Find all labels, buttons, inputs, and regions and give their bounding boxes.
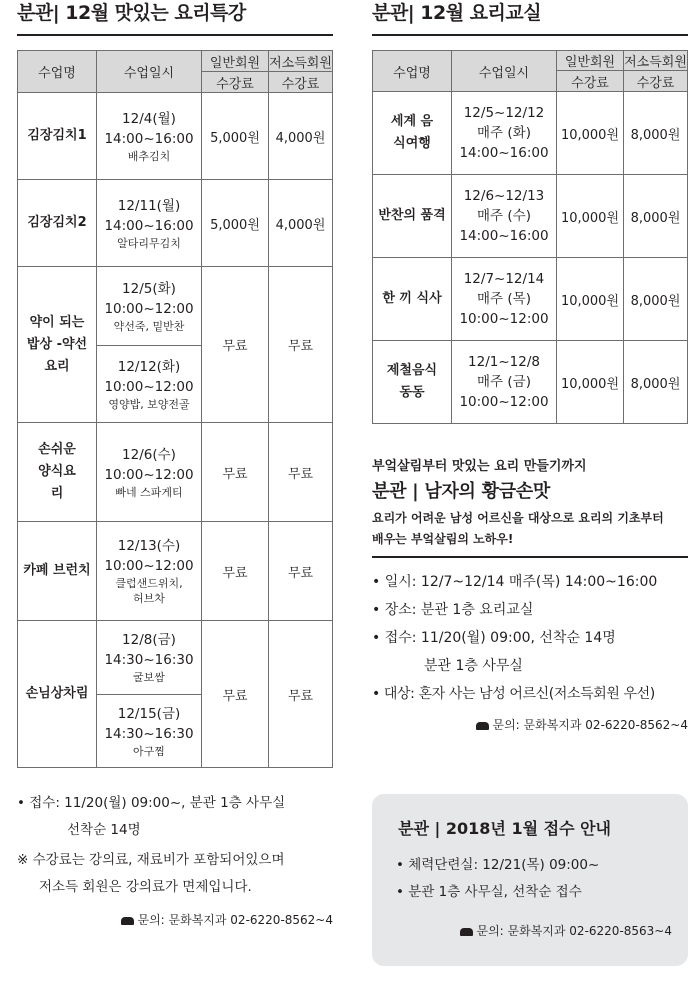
fee-low-income: 8,000원: [624, 92, 688, 175]
header-general-member: 일반회원: [202, 51, 269, 72]
session-menu: 굴보쌈: [133, 671, 165, 684]
registration-note: • 접수: 11/20(월) 09:00~, 분관 1층 사무실: [17, 795, 286, 811]
promo-description-line: 배우는 부엌살림의 노하우!: [372, 532, 514, 546]
table-row: [18, 423, 333, 522]
session-time: 10:00~12:00: [104, 558, 194, 574]
session-date: 12/6(수): [122, 446, 176, 463]
fee-low-income: 4,000원: [269, 93, 333, 180]
session-menu: 빠네 스파게티: [115, 485, 183, 499]
class-name: 김장김치2: [18, 180, 97, 267]
session-date: 12/8(금): [122, 632, 176, 648]
session-date: 12/4(월): [122, 110, 176, 127]
promo-rule: [372, 556, 688, 558]
phone-icon: [476, 722, 489, 730]
session-day: 매주 (금): [477, 374, 531, 390]
promo-description: [372, 508, 688, 550]
header-low-income-member: 저소득회원: [269, 51, 333, 72]
header-general-member: 일반회원: [557, 51, 624, 71]
table-row: [18, 93, 333, 180]
class-name-text: 세계 음식여행: [390, 114, 434, 151]
fee-low-income: 4,000원: [269, 180, 333, 267]
fee-general: 무료: [202, 522, 269, 621]
header-date: 수업일시: [452, 51, 557, 92]
left-inquiry: [17, 911, 333, 928]
fee-general: 10,000원: [557, 341, 624, 424]
session-time: 14:00~16:00: [104, 130, 194, 147]
class-schedule: [97, 695, 202, 768]
session-menu: 클럽샌드위치, 허브차: [115, 577, 183, 605]
class-name: [18, 267, 97, 423]
inquiry-text: 문의: 문화복지과 02-6220-8562~4: [492, 718, 688, 732]
class-name: [373, 92, 452, 175]
fee-general: 5,000원: [202, 93, 269, 180]
session-menu: 아구찜: [133, 744, 165, 758]
right-section-title: 분관| 12월 요리교실: [372, 2, 542, 24]
session-time: 10:00~12:00: [104, 466, 194, 483]
session-date: 12/13(수): [117, 538, 181, 554]
class-schedule: [452, 258, 557, 341]
class-name: [373, 341, 452, 424]
fee-low-income: 무료: [269, 522, 333, 621]
class-schedule: [97, 93, 202, 180]
header-fee-low: 수강료: [624, 71, 688, 92]
session-date: 12/12(화): [117, 358, 181, 375]
header-fee-general: 수강료: [557, 71, 624, 92]
left-notes: [17, 790, 333, 901]
phone-icon: [460, 928, 473, 936]
class-schedule: [97, 180, 202, 267]
header-low-income-member: 저소득회원: [624, 51, 688, 71]
table-row: [373, 258, 688, 341]
fee-general: 10,000원: [557, 92, 624, 175]
fee-low-income: 무료: [269, 267, 333, 423]
promo-detail-item: • 접수: 11/20(월) 09:00, 선착순 14명: [372, 630, 616, 646]
fee-note-continued: 저소득 회원은 강의료가 면제입니다.: [39, 879, 252, 895]
january-registration-box: [372, 794, 688, 966]
registration-capacity: 선착순 14명: [67, 822, 141, 838]
class-name: 김장김치1: [18, 93, 97, 180]
class-schedule: [97, 423, 202, 522]
session-range: 12/1~12/8: [468, 354, 540, 370]
class-name-text: 약이 되는 밥상 -약선요리: [26, 314, 88, 374]
table-row: [18, 267, 333, 346]
class-schedule: [97, 621, 202, 695]
fee-low-income: 무료: [269, 621, 333, 768]
fee-general: 5,000원: [202, 180, 269, 267]
inquiry-text: 문의: 문화복지과 02-6220-8563~4: [476, 924, 672, 938]
promo-title: 분관 | 남자의 황금손맛: [372, 481, 550, 502]
left-column: [17, 0, 333, 928]
session-time: 14:00~16:00: [459, 145, 549, 161]
promo-detail-item: • 장소: 분관 1층 요리교실: [372, 602, 534, 618]
class-name: 한 끼 식사: [373, 258, 452, 341]
class-schedule: [452, 175, 557, 258]
fee-general: 무료: [202, 621, 269, 768]
left-section-title: 분관| 12월 맛있는 요리특강: [17, 2, 246, 24]
promo-subtitle: 부엌살림부터 맛있는 요리 만들기까지: [372, 459, 587, 474]
box-detail-item: • 체력단련실: 12/21(목) 09:00~: [396, 857, 600, 873]
header-fee-low: 수강료: [269, 72, 333, 93]
fee-general: 10,000원: [557, 175, 624, 258]
session-date: 12/11(월): [117, 197, 181, 214]
session-time: 10:00~12:00: [459, 394, 549, 410]
session-time: 10:00~12:00: [104, 300, 194, 317]
class-schedule: [97, 522, 202, 621]
right-title-rule: [372, 34, 688, 36]
table-row: [373, 92, 688, 175]
box-detail-item: • 분관 1층 사무실, 선착순 접수: [396, 884, 582, 900]
header-date: 수업일시: [97, 51, 202, 93]
box-details: [396, 852, 599, 906]
session-menu: 알타리무김치: [117, 236, 181, 250]
promo-detail-item: 분관 1층 사무실: [424, 658, 523, 674]
session-range: 12/6~12/13: [463, 188, 545, 204]
fee-general: 10,000원: [557, 258, 624, 341]
session-day: 매주 (수): [477, 208, 531, 224]
promo-detail-item: • 일시: 12/7~12/14 매주(목) 14:00~16:00: [372, 574, 658, 590]
fee-general: 무료: [202, 267, 269, 423]
table-row: [373, 175, 688, 258]
right-column: [372, 0, 688, 733]
phone-icon: [121, 917, 134, 925]
session-date: 12/5(화): [122, 280, 176, 297]
fee-low-income: 무료: [269, 423, 333, 522]
class-schedule: [452, 341, 557, 424]
class-name: 반찬의 품격: [373, 175, 452, 258]
fee-low-income: 8,000원: [624, 175, 688, 258]
session-time: 10:00~12:00: [104, 378, 194, 395]
table-row: [18, 621, 333, 695]
inquiry-text: 문의: 문화복지과 02-6220-8562~4: [137, 913, 333, 927]
session-day: 매주 (화): [477, 125, 531, 141]
class-name: [18, 423, 97, 522]
box-title: 분관 | 2018년 1월 접수 안내: [398, 819, 612, 838]
fee-note: ※ 수강료는 강의료, 재료비가 포함되어있으며: [17, 852, 285, 868]
session-time: 14:30~16:30: [104, 725, 194, 742]
fee-low-income: 8,000원: [624, 341, 688, 424]
promo-section: [372, 458, 688, 733]
table-row: [18, 180, 333, 267]
session-menu: 약선죽, 밑반찬: [113, 319, 185, 333]
session-time: 14:30~16:30: [104, 652, 194, 668]
session-range: 12/5~12/12: [463, 105, 545, 121]
promo-details: [372, 568, 688, 708]
session-menu: 배추김치: [127, 149, 171, 163]
class-name-text: 제철음식 동동: [386, 363, 438, 400]
left-schedule-table: [17, 50, 333, 768]
class-schedule: [97, 267, 202, 346]
promo-description-line: 요리가 어려운 남성 어르신을 대상으로 요리의 기초부터: [372, 511, 664, 525]
fee-general: 무료: [202, 423, 269, 522]
header-class-name: 수업명: [373, 51, 452, 92]
promo-detail-item: • 대상: 혼자 사는 남성 어르신(저소득회원 우선): [372, 686, 655, 702]
header-fee-general: 수강료: [202, 72, 269, 93]
session-menu: 영양밥, 보양전골: [108, 397, 190, 411]
class-schedule: [452, 92, 557, 175]
header-class-name: 수업명: [18, 51, 97, 93]
session-time: 14:00~16:00: [104, 217, 194, 234]
session-time: 10:00~12:00: [459, 311, 549, 327]
box-inquiry: [460, 922, 672, 939]
fee-low-income: 8,000원: [624, 258, 688, 341]
session-time: 14:00~16:00: [459, 228, 549, 244]
class-name: 카페 브런치: [18, 522, 97, 621]
class-name-text: 손쉬운 양식요리: [38, 442, 76, 501]
table-row: [373, 341, 688, 424]
session-day: 매주 (목): [477, 291, 531, 307]
session-range: 12/7~12/14: [463, 271, 545, 287]
promo-inquiry: [372, 716, 688, 733]
right-schedule-table: [372, 50, 688, 424]
table-row: [18, 522, 333, 621]
session-date: 12/15(금): [117, 705, 181, 722]
left-title-rule: [17, 34, 333, 36]
class-schedule: [97, 346, 202, 423]
class-name: 손님상차림: [18, 621, 97, 768]
